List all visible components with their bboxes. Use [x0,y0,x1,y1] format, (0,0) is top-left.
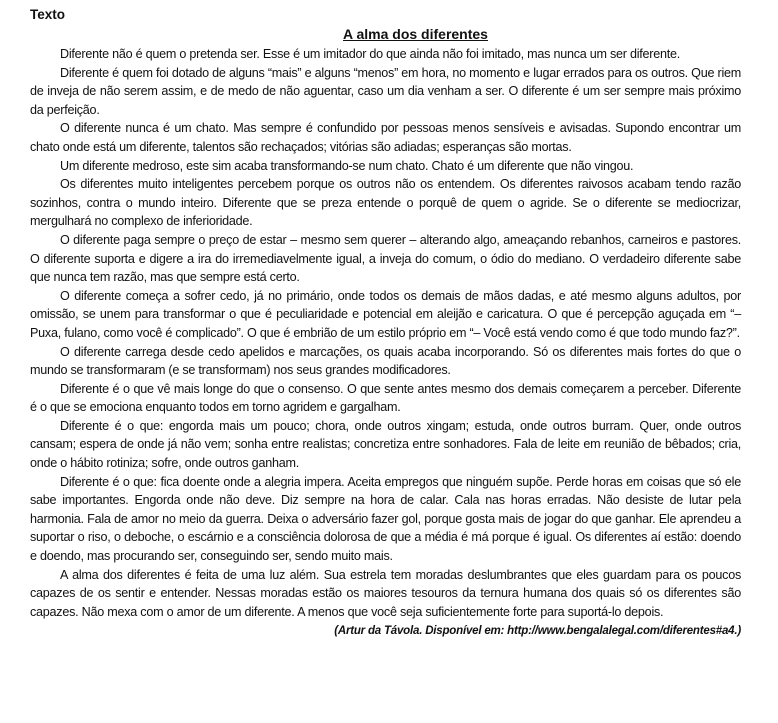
paragraph: O diferente carrega desde cedo apelidos e marcações, os quais acaba incorporando. Só os diferentes mais fortes do que o mundo se transformaram (e se transformam) nos seus grandes modificadores. [30,344,741,378]
paragraph: Diferente é quem foi dotado de alguns “mais” e alguns “menos” em hora, no momento e lugar errados para os outros. Que riem de inveja de não serem assim, e de medo de não aguentar, caso um dia venham a ser. O diferente é um ser sempre mais próximo da perfeição. [30,65,741,117]
text-body [30,45,741,621]
source-citation: (Artur da Távola. Disponível em: http://www.bengalalegal.com/diferentes#a4.) [334,625,741,638]
paragraph: Os diferentes muito inteligentes percebem porque os outros não os entendem. Os diferentes raivosos acabam tendo razão sozinhos, contra o mundo inteiro. Diferente que se preza entende o porquê de quem o agride. Se o diferente se mediocrizar, mergulhará no complexo de inferioridade. [30,177,741,229]
paragraph: O diferente começa a sofrer cedo, já no primário, onde todos os demais de mãos dadas, e até mesmo alguns adultos, por omissão, se unem para transformar o que é peculiaridade e potencial em aleijão e caricatura. O que é percepção aguçada em “– Puxa, fulano, como você é complicado”. O que é embrião de um estilo próprio em “– Você está vendo como é que todo mundo faz?”. [30,288,741,340]
paragraph: Diferente é o que vê mais longe do que o consenso. O que sente antes mesmo dos demais começarem a perceber. Diferente é o que se emociona enquanto todos em torno agridem e gargalham. [30,381,741,415]
text-title: A alma dos diferentes [343,26,488,42]
paragraph: Diferente é o que: fica doente onde a alegria impera. Aceita empregos que ninguém supõe. Perde horas em coisas que só ele sabe importantes. Engorda onde não deve. Diz sempre na hora de calar. Cala nas horas erradas. Não desiste de lutar pela harmonia. Fala de amor no meio da guerra. Deixa o adversário fazer gol, porque gosta mais de jogar do que ganhar. Ele aprendeu a suportar o riso, o deboche, o escárnio e a consciência dolorosa de que a média é má porque é igual. Os diferentes aí estão: doendo e doendo, mas procurando ser, conseguindo ser, sendo muito mais. [30,474,741,564]
paragraph: Um diferente medroso, este sim acaba transformando-se num chato. Chato é um diferente que não vingou. [60,158,634,173]
document [30,5,741,637]
section-label: Texto [30,7,66,22]
paragraph: Diferente é o que: engorda mais um pouco; chora, onde outros xingam; estuda, onde outros burram. Quer, onde outros cansam; espera de onde já não vem; sonha entre realistas; concretiza entre sonhadores. Fala de leite em reunião de bêbados; cria, onde o hábito rotiniza; sofre, onde outros ganham. [30,418,741,471]
paragraph: A alma dos diferentes é feita de uma luz além. Sua estrela tem moradas deslumbrantes que eles guardam para os poucos capazes de os sentir e entender. Nessas moradas estão os maiores tesouros da ternura humana dos quais só os diferentes são capazes. Não mexa com o amor de um diferente. A menos que você seja suficientemente forte para suportá-lo depois. [30,567,741,619]
paragraph: O diferente paga sempre o preço de estar – mesmo sem querer – alterando algo, ameaçando rebanhos, carneiros e pastores. O diferente suporta e digere a ira do irremediavelmente igual, a inveja do comum, o ódio do mediano. O verdadeiro diferente sabe que nunca tem razão, mas que sempre está certo. [30,232,741,285]
paragraph: O diferente nunca é um chato. Mas sempre é confundido por pessoas menos sensíveis e avisadas. Supondo encontrar um chato onde está um diferente, talentos são rechaçados; vitórias são adiadas; esperanças são mortas. [30,121,741,154]
paragraph: Diferente não é quem o pretenda ser. Esse é um imitador do que ainda não foi imitado, mas nunca um ser diferente. [60,47,681,61]
